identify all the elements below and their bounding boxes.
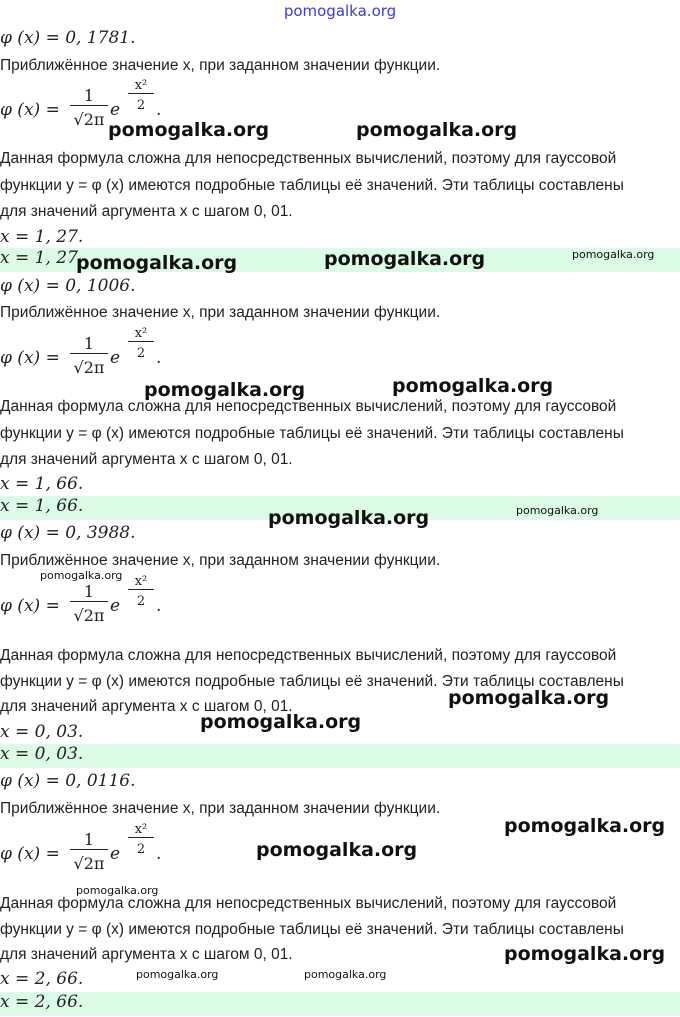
- formula-end: .: [156, 596, 162, 616]
- formula-num: 1: [70, 86, 108, 106]
- watermark: pomogalka.org: [356, 119, 518, 141]
- x-line-4: x = 2, 66.: [0, 969, 84, 989]
- x-answer-4: x = 2, 66.: [0, 992, 680, 1016]
- phi-line-3: φ (x) = 0, 3988.: [0, 523, 136, 543]
- formula-num: 1: [70, 582, 108, 602]
- x-line-1: x = 1, 27.: [0, 227, 84, 247]
- formula-exp-den: 2: [136, 98, 146, 113]
- watermark: pomogalka.org: [324, 248, 486, 270]
- phi-line-4: φ (x) = 0, 0116.: [0, 771, 136, 791]
- watermark: pomogalka.org: [200, 711, 362, 733]
- x-answer-2: x = 1, 66.: [0, 496, 680, 520]
- watermark: pomogalka.org: [40, 569, 123, 582]
- site-header: [0, 2, 680, 21]
- x-answer-1: x = 1, 27.: [0, 248, 680, 272]
- formula-lhs: φ (x) =: [0, 596, 60, 616]
- watermark: pomogalka.org: [76, 252, 238, 274]
- formula-den: √2π: [73, 854, 105, 873]
- approx-text-3: Приближённое значение x, при заданном значении функции.: [0, 552, 441, 569]
- watermark: pomogalka.org: [268, 507, 430, 529]
- desc-3-line3: для значений аргумента x с шагом 0, 01.: [0, 698, 293, 715]
- formula-num: 1: [70, 334, 108, 354]
- watermark: pomogalka.org: [504, 943, 666, 965]
- x-line-2: x = 1, 66.: [0, 474, 84, 494]
- approx-text-4: Приближённое значение x, при заданном значении функции.: [0, 800, 441, 817]
- approx-text-2: Приближённое значение x, при заданном значении функции.: [0, 304, 441, 321]
- watermark: pomogalka.org: [136, 968, 219, 981]
- desc-3-line1: Данная формула сложна для непосредственных вычислений, поэтому для гауссовой: [0, 647, 617, 664]
- formula-e: e: [110, 100, 121, 120]
- formula-exp-den: 2: [136, 594, 146, 609]
- desc-1-line3: для значений аргумента x с шагом 0, 01.: [0, 203, 293, 220]
- desc-4-line3: для значений аргумента x с шагом 0, 01.: [0, 946, 293, 963]
- watermark: pomogalka.org: [108, 119, 270, 141]
- formula-den: √2π: [73, 358, 105, 377]
- formula-exp-den: 2: [136, 842, 146, 857]
- formula-e: e: [110, 348, 121, 368]
- formula-lhs: φ (x) =: [0, 100, 60, 120]
- phi-line-2: φ (x) = 0, 1006.: [0, 276, 136, 296]
- formula-e: e: [110, 596, 121, 616]
- desc-4-line1: Данная формула сложна для непосредственных вычислений, поэтому для гауссовой: [0, 895, 617, 912]
- watermark: pomogalka.org: [516, 504, 599, 517]
- formula-exp-num: x²: [128, 78, 154, 94]
- approx-text-1: Приближённое значение x, при заданном значении функции.: [0, 57, 441, 74]
- watermark: pomogalka.org: [144, 379, 306, 401]
- desc-1-line1: Данная формула сложна для непосредственных вычислений, поэтому для гауссовой: [0, 150, 617, 167]
- formula-exp-num: x²: [128, 326, 154, 342]
- formula-lhs: φ (x) =: [0, 844, 60, 864]
- formula-end: .: [156, 844, 162, 864]
- watermark: pomogalka.org: [504, 815, 666, 837]
- formula-num: 1: [70, 830, 108, 850]
- site-link[interactable]: pomogalka.org: [283, 2, 397, 20]
- watermark: pomogalka.org: [448, 687, 610, 709]
- formula-exp-num: x²: [128, 822, 154, 838]
- desc-4-line2: функции y = φ (x) имеются подробные таблицы её значений. Эти таблицы составлены: [0, 921, 624, 938]
- x-answer-3: x = 0, 03.: [0, 744, 680, 768]
- formula-end: .: [156, 348, 162, 368]
- formula-exp-num: x²: [128, 574, 154, 590]
- formula-den: √2π: [73, 110, 105, 129]
- watermark: pomogalka.org: [304, 968, 387, 981]
- formula-lhs: φ (x) =: [0, 348, 60, 368]
- desc-2-line1: Данная формула сложна для непосредственных вычислений, поэтому для гауссовой: [0, 398, 617, 415]
- formula-e: e: [110, 844, 121, 864]
- watermark: pomogalka.org: [76, 884, 159, 897]
- formula-2: [0, 326, 200, 377]
- desc-1-line2: функции y = φ (x) имеются подробные таблицы её значений. Эти таблицы составлены: [0, 177, 624, 194]
- watermark: pomogalka.org: [256, 839, 418, 861]
- watermark: pomogalka.org: [392, 375, 554, 397]
- formula-exp-den: 2: [136, 346, 146, 361]
- watermark: pomogalka.org: [572, 248, 655, 261]
- phi-line-1: φ (x) = 0, 1781.: [0, 28, 136, 48]
- formula-end: .: [156, 100, 162, 120]
- desc-2-line3: для значений аргумента x с шагом 0, 01.: [0, 451, 293, 468]
- desc-2-line2: функции y = φ (x) имеются подробные таблицы её значений. Эти таблицы составлены: [0, 425, 624, 442]
- formula-den: √2π: [73, 606, 105, 625]
- desc-3-line2: функции y = φ (x) имеются подробные таблицы её значений. Эти таблицы составлены: [0, 673, 624, 690]
- formula-4: [0, 822, 200, 873]
- x-line-3: x = 0, 03.: [0, 722, 84, 742]
